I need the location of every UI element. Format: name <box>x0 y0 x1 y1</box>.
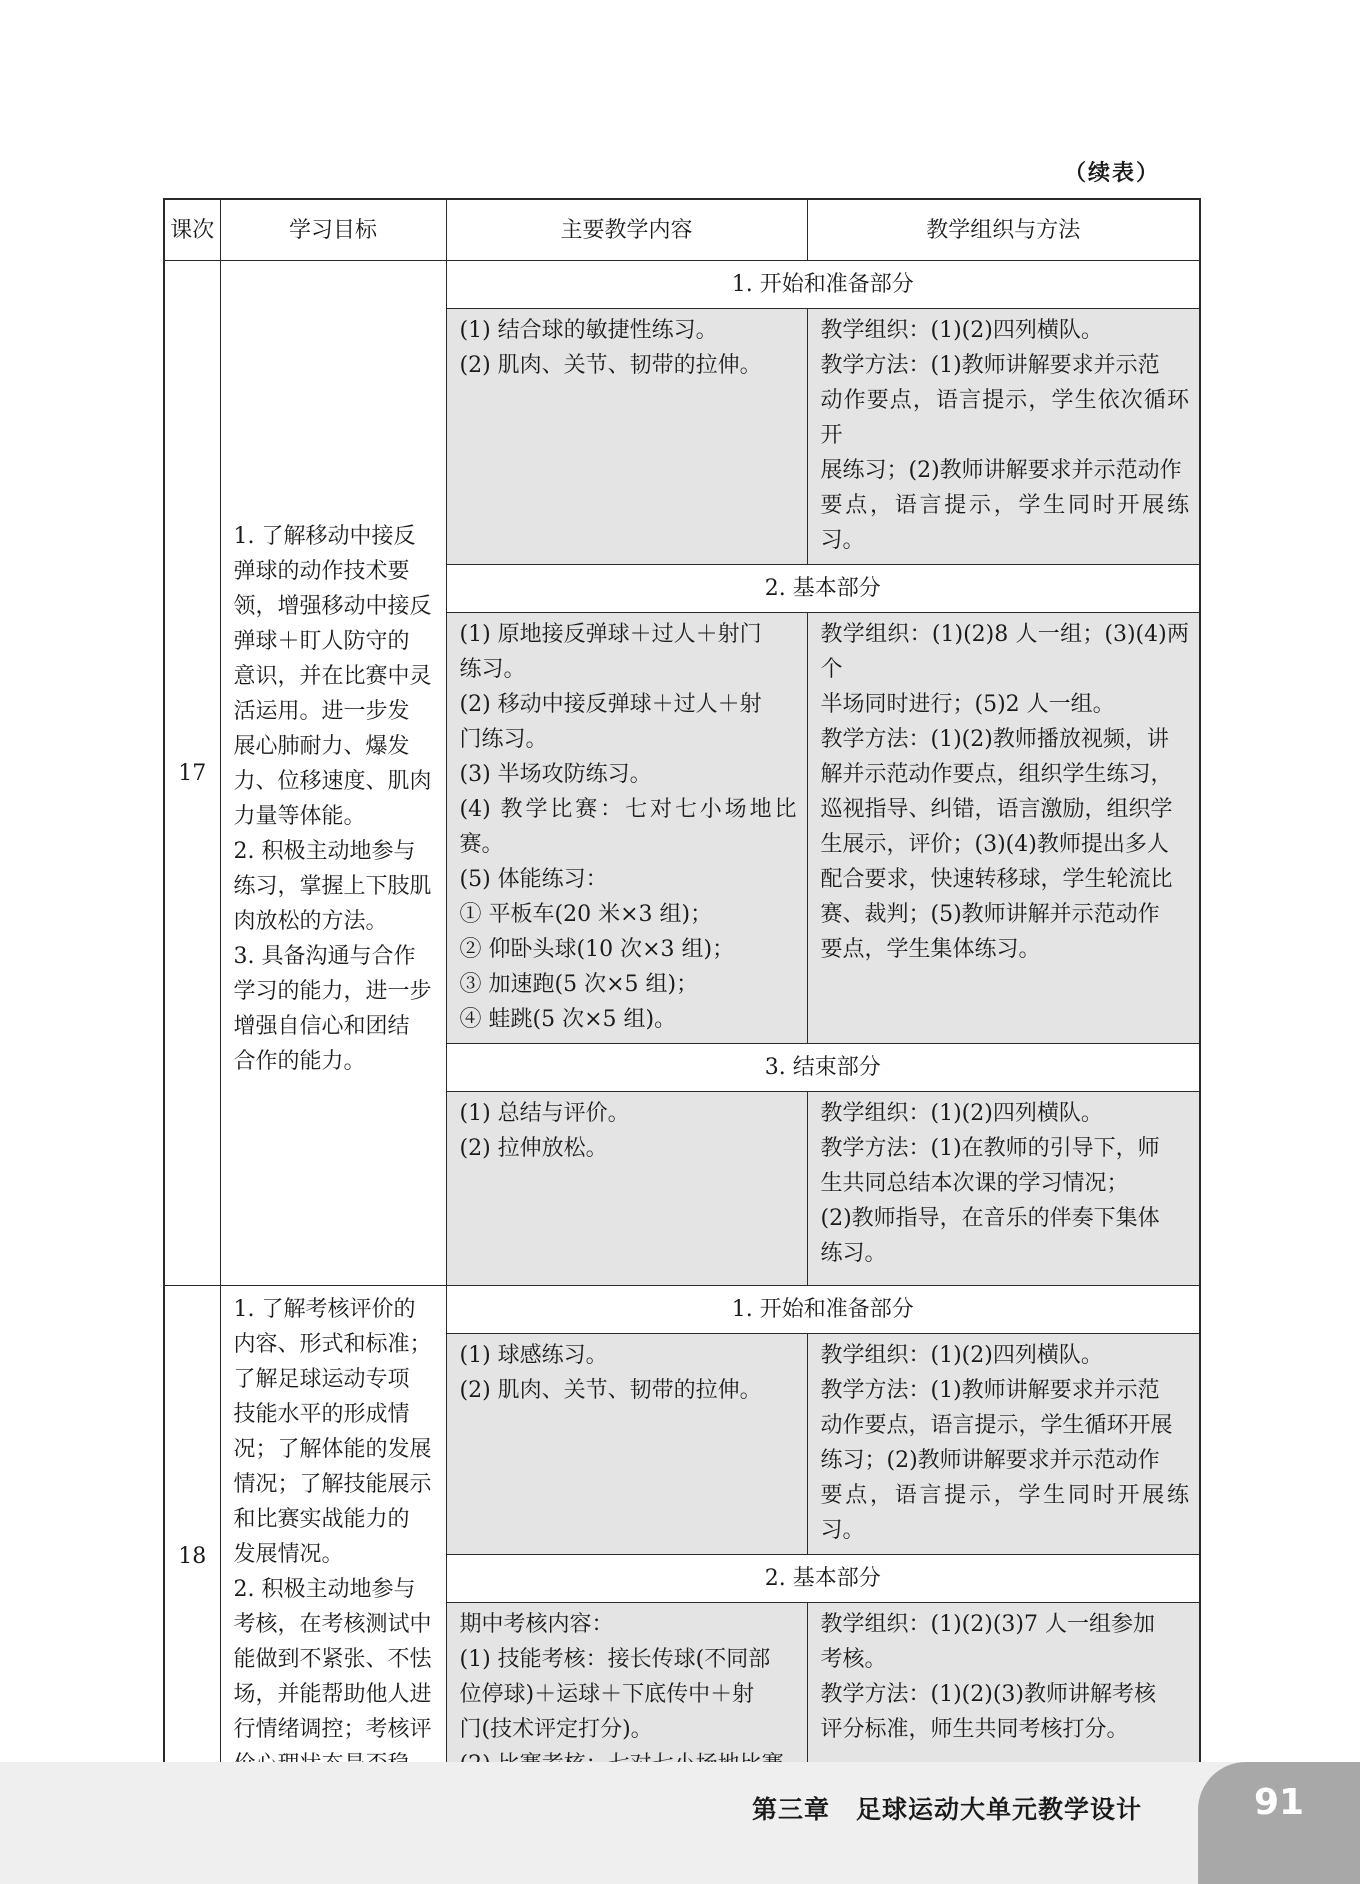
method-line: (2)教师指导，在音乐的伴奏下集体 <box>820 1206 1160 1231</box>
section-title: 3. 结束部分 <box>446 1044 1200 1092</box>
lesson-18-number: 18 <box>164 1286 220 1828</box>
goal-line: 2. 积极主动地参与 <box>233 839 416 864</box>
content-cell <box>446 1334 807 1555</box>
method-line: 教学组织：(1)(2)(3)7 人一组参加 <box>820 1612 1155 1637</box>
method-line: 配合要求，快速转移球，学生轮流比 <box>820 867 1173 892</box>
goal-line: 况；了解体能的发展 <box>233 1437 432 1462</box>
goal-line: 展心肺耐力、爆发 <box>233 734 410 759</box>
section-title: 1. 开始和准备部分 <box>446 261 1200 309</box>
content-line: (4) 教学比赛：七对七小场地比赛。 <box>459 797 797 857</box>
goal-line: 3. 具备沟通与合作 <box>233 944 416 969</box>
method-line: 练习；(2)教师讲解要求并示范动作 <box>820 1448 1160 1473</box>
content-line: 门(技术评定打分)。 <box>459 1717 653 1742</box>
goal-line: 肉放松的方法。 <box>233 909 388 934</box>
method-line: 教学组织：(1)(2)四列横队。 <box>820 1343 1103 1368</box>
content-cell <box>446 1092 807 1286</box>
content-line: (5) 体能练习： <box>459 867 608 892</box>
goal-line: 内容、形式和标准； <box>233 1332 432 1357</box>
content-line: (2) 肌肉、关节、韧带的拉伸。 <box>459 1378 762 1403</box>
method-line: 要点，语言提示，学生同时开展练习。 <box>820 1483 1189 1543</box>
goal-line: 能做到不紧张、不怯 <box>233 1647 432 1672</box>
method-line: 教学方法：(1)在教师的引导下，师 <box>820 1136 1160 1161</box>
goal-line: 考核，在考核测试中 <box>233 1612 432 1637</box>
content-line: (2) 拉伸放松。 <box>459 1136 608 1161</box>
content-line: ④ 蛙跳(5 次×5 组)。 <box>459 1007 677 1032</box>
content-line: (2) 移动中接反弹球＋过人＋射 <box>459 692 762 717</box>
method-line: 教学方法：(1)(2)(3)教师讲解考核 <box>820 1682 1156 1707</box>
goal-line: 力量等体能。 <box>233 804 366 829</box>
method-line: 解并示范动作要点，组织学生练习， <box>820 762 1173 787</box>
method-line: 生共同总结本次课的学习情况； <box>820 1171 1129 1196</box>
goal-line: 情况；了解技能展示 <box>233 1472 432 1497</box>
content-line: 门练习。 <box>459 727 548 752</box>
lesson-plan-table <box>163 198 1201 1828</box>
content-line: (1) 球感练习。 <box>459 1343 608 1368</box>
method-line: 教学方法：(1)(2)教师播放视频，讲 <box>820 727 1169 752</box>
content-line: 练习。 <box>459 657 526 682</box>
method-line: 半场同时进行；(5)2 人一组。 <box>820 692 1115 717</box>
content-line: (1) 总结与评价。 <box>459 1101 630 1126</box>
goal-line: 了解足球运动专项 <box>233 1367 410 1392</box>
goal-line: 活运用。进一步发 <box>233 699 410 724</box>
method-line: 生展示，评价；(3)(4)教师提出多人 <box>820 832 1169 857</box>
goal-line: 练习，掌握上下肢肌 <box>233 874 432 899</box>
chapter-title: 第三章 足球运动大单元教学设计 <box>752 1795 1143 1824</box>
goal-line: 1. 了解移动中接反 <box>233 524 416 549</box>
goal-line: 合作的能力。 <box>233 1049 366 1074</box>
content-cell <box>446 309 807 565</box>
header-goals: 学习目标 <box>220 199 446 261</box>
content-line: (1) 原地接反弹球＋过人＋射门 <box>459 622 762 647</box>
goal-line: 弹球＋盯人防守的 <box>233 629 410 654</box>
lesson-17-goals <box>220 261 446 1286</box>
goal-line: 增强自信心和团结 <box>233 1014 410 1039</box>
method-line: 教学方法：(1)教师讲解要求并示范 <box>820 1378 1160 1403</box>
goal-line: 领，增强移动中接反 <box>233 594 432 619</box>
header-method: 教学组织与方法 <box>807 199 1200 261</box>
method-line: 教学组织：(1)(2)8 人一组；(3)(4)两个 <box>820 622 1189 682</box>
content-line: (1) 技能考核：接长传球(不同部 <box>459 1647 771 1672</box>
content-line: ② 仰卧头球(10 次×3 组)； <box>459 937 735 962</box>
method-line: 赛、裁判；(5)教师讲解并示范动作 <box>820 902 1160 927</box>
goal-line: 技能水平的形成情 <box>233 1402 410 1427</box>
header-content: 主要教学内容 <box>446 199 807 261</box>
lesson-17-number: 17 <box>164 261 220 1286</box>
goal-line: 发展情况。 <box>233 1542 344 1567</box>
method-cell <box>807 309 1200 565</box>
goal-line: 行情绪调控；考核评 <box>233 1717 432 1742</box>
goal-line: 1. 了解考核评价的 <box>233 1297 416 1322</box>
header-lesson: 课次 <box>164 199 220 261</box>
method-line: 考核。 <box>820 1647 887 1672</box>
method-line: 动作要点，语言提示，学生循环开展 <box>820 1413 1173 1438</box>
section-title: 1. 开始和准备部分 <box>446 1286 1200 1334</box>
method-line: 教学方法：(1)教师讲解要求并示范 <box>820 353 1160 378</box>
goal-line: 弹球的动作技术要 <box>233 559 410 584</box>
goal-line: 力、位移速度、肌肉 <box>233 769 432 794</box>
content-line: 位停球)＋运球＋下底传中＋射 <box>459 1682 755 1707</box>
method-cell <box>807 1092 1200 1286</box>
goal-line: 和比赛实战能力的 <box>233 1507 410 1532</box>
content-line: (1) 结合球的敏捷性练习。 <box>459 318 718 343</box>
table-header-row <box>164 199 1200 261</box>
content-cell <box>446 613 807 1044</box>
section-title: 2. 基本部分 <box>446 565 1200 613</box>
goal-line: 意识，并在比赛中灵 <box>233 664 432 689</box>
method-line: 教学组织：(1)(2)四列横队。 <box>820 1101 1103 1126</box>
content-line: (2) 肌肉、关节、韧带的拉伸。 <box>459 353 762 378</box>
goal-line: 2. 积极主动地参与 <box>233 1577 416 1602</box>
lesson-18-goals <box>220 1286 446 1828</box>
method-line: 动作要点，语言提示，学生依次循环开 <box>820 388 1189 448</box>
method-cell <box>807 1334 1200 1555</box>
content-line: ① 平板车(20 米×3 组)； <box>459 902 713 927</box>
section-title: 2. 基本部分 <box>446 1555 1200 1603</box>
method-line: 评分标准，师生共同考核打分。 <box>820 1717 1129 1742</box>
page-footer <box>0 1762 1360 1884</box>
method-line: 教学组织：(1)(2)四列横队。 <box>820 318 1103 343</box>
goal-line: 学习的能力，进一步 <box>233 979 432 1004</box>
method-line: 展练习；(2)教师讲解要求并示范动作 <box>820 458 1182 483</box>
continued-table-label: （续表） <box>1063 161 1160 186</box>
page-number: 91 <box>1198 1762 1360 1884</box>
goal-line: 场，并能帮助他人进 <box>233 1682 432 1707</box>
content-line: 期中考核内容： <box>459 1612 614 1637</box>
method-line: 巡视指导、纠错，语言激励，组织学 <box>820 797 1173 822</box>
method-cell <box>807 613 1200 1044</box>
method-line: 练习。 <box>820 1241 887 1266</box>
content-line: ③ 加速跑(5 次×5 组)； <box>459 972 699 997</box>
content-line: (3) 半场攻防练习。 <box>459 762 652 787</box>
method-line: 要点，学生集体练习。 <box>820 937 1041 962</box>
method-line: 要点，语言提示，学生同时开展练习。 <box>820 493 1189 553</box>
